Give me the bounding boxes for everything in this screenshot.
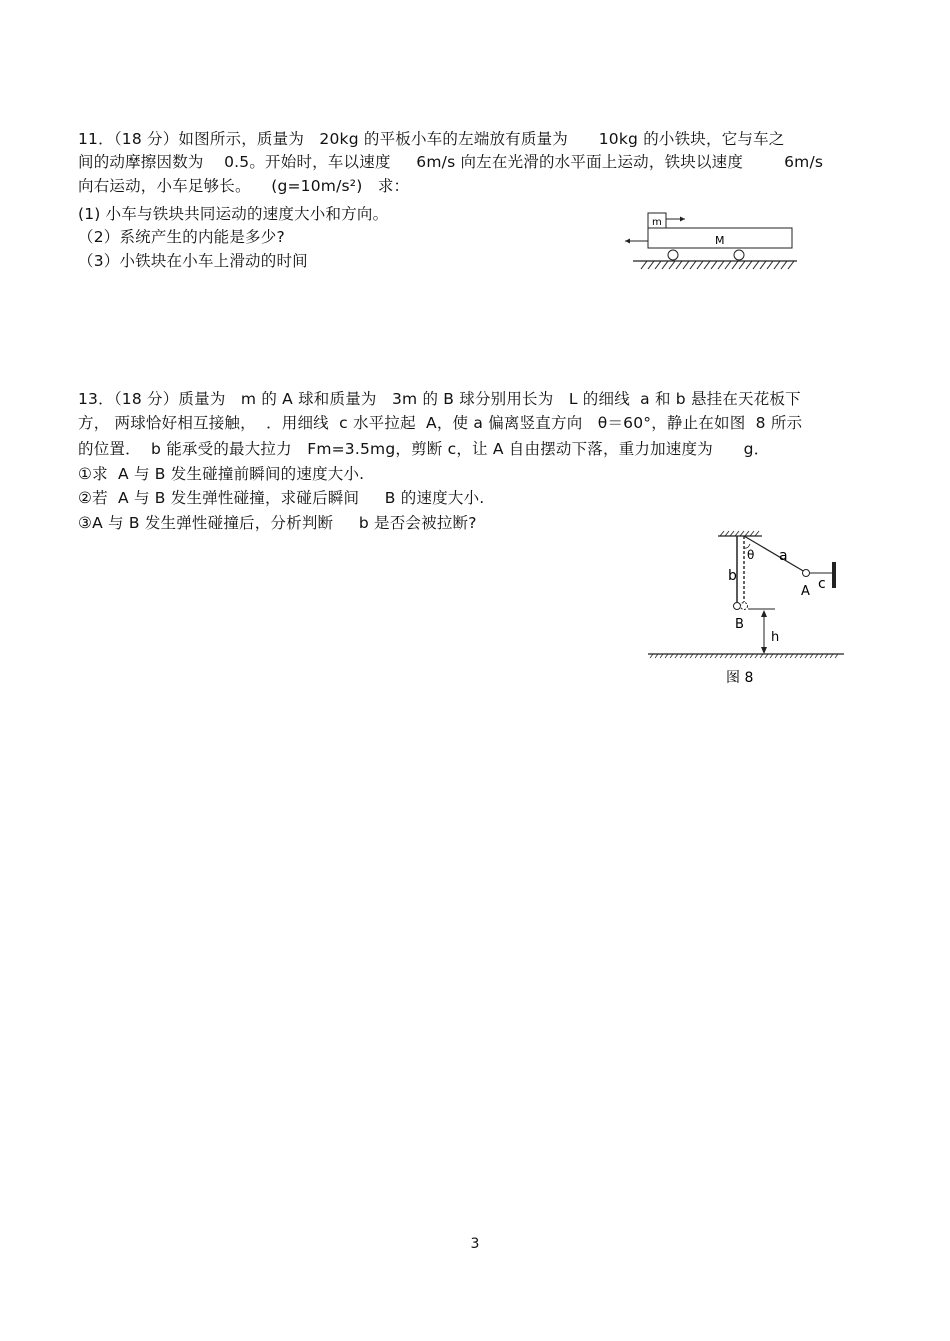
problem-13-line-1: 13．（18 分）质量为 m 的 A 球和质量为 3m 的 B 球分别用长为 L 的细线 a 和 b 悬挂在天花板下: [78, 390, 801, 408]
ceiling-hatching: [720, 531, 759, 536]
page-number: 3: [470, 1236, 480, 1252]
figure-caption: 图 8: [726, 670, 754, 686]
problem-13-question-3: ③A 与 B 发生弹性碰撞后，分析判断 b 是否会被拉断?: [78, 514, 477, 532]
problem-11-question-3: （3）小铁块在小车上滑动的时间: [78, 252, 308, 270]
string-b-label: b: [728, 568, 737, 584]
problem-11-question-2: （2）系统产生的内能是多少?: [78, 228, 285, 246]
ball-a-label: A: [801, 584, 810, 599]
ball-a: [803, 570, 810, 577]
cart-wheel-left: [668, 250, 678, 260]
string-c-label: c: [818, 576, 826, 592]
cart-block-figure: [615, 205, 805, 280]
block-label: m: [652, 217, 662, 228]
problem-13-question-1: ①求 A 与 B 发生碰撞前瞬间的速度大小.: [78, 465, 365, 483]
height-label: h: [771, 630, 780, 645]
ball-b: [734, 603, 741, 610]
problem-13-line-2: 方， 两球恰好相互接触， ．用细线 c 水平拉起 A，使 a 偏离竖直方向 θ＝60°，静止在如图 8 所示: [78, 414, 803, 432]
cart-wheel-right: [734, 250, 744, 260]
ground-hatching: [641, 261, 794, 269]
pendulum-figure: [640, 528, 850, 693]
ball-b-label: B: [735, 617, 744, 632]
cart-label: M: [715, 234, 725, 247]
problem-11-line-1: 11．（18 分）如图所示，质量为 20kg 的平板小车的左端放有质量为 10kg 的小铁块，它与车之: [78, 130, 785, 148]
problem-13-question-2: ②若 A 与 B 发生弹性碰撞，求碰后瞬间 B 的速度大小.: [78, 489, 485, 507]
problem-13-line-3: 的位置． b 能承受的最大拉力 Fm=3.5mg，剪断 c，让 A 自由摆动下落，重力加速度为 g．: [78, 440, 770, 458]
problem-11-line-2: 间的动摩擦因数为 0.5。开始时，车以速度 6m/s 向左在光滑的水平面上运动，铁块以速度 6m/s: [78, 153, 824, 171]
ball-a-rest-position: [741, 603, 748, 610]
string-a-label: a: [779, 548, 788, 564]
theta-label: θ: [747, 548, 755, 562]
problem-11-line-3: 向右运动，小车足够长。 (g=10m/s²) 求：: [78, 177, 410, 195]
problem-11-question-1: (1) 小车与铁块共同运动的速度大小和方向。: [78, 205, 389, 223]
